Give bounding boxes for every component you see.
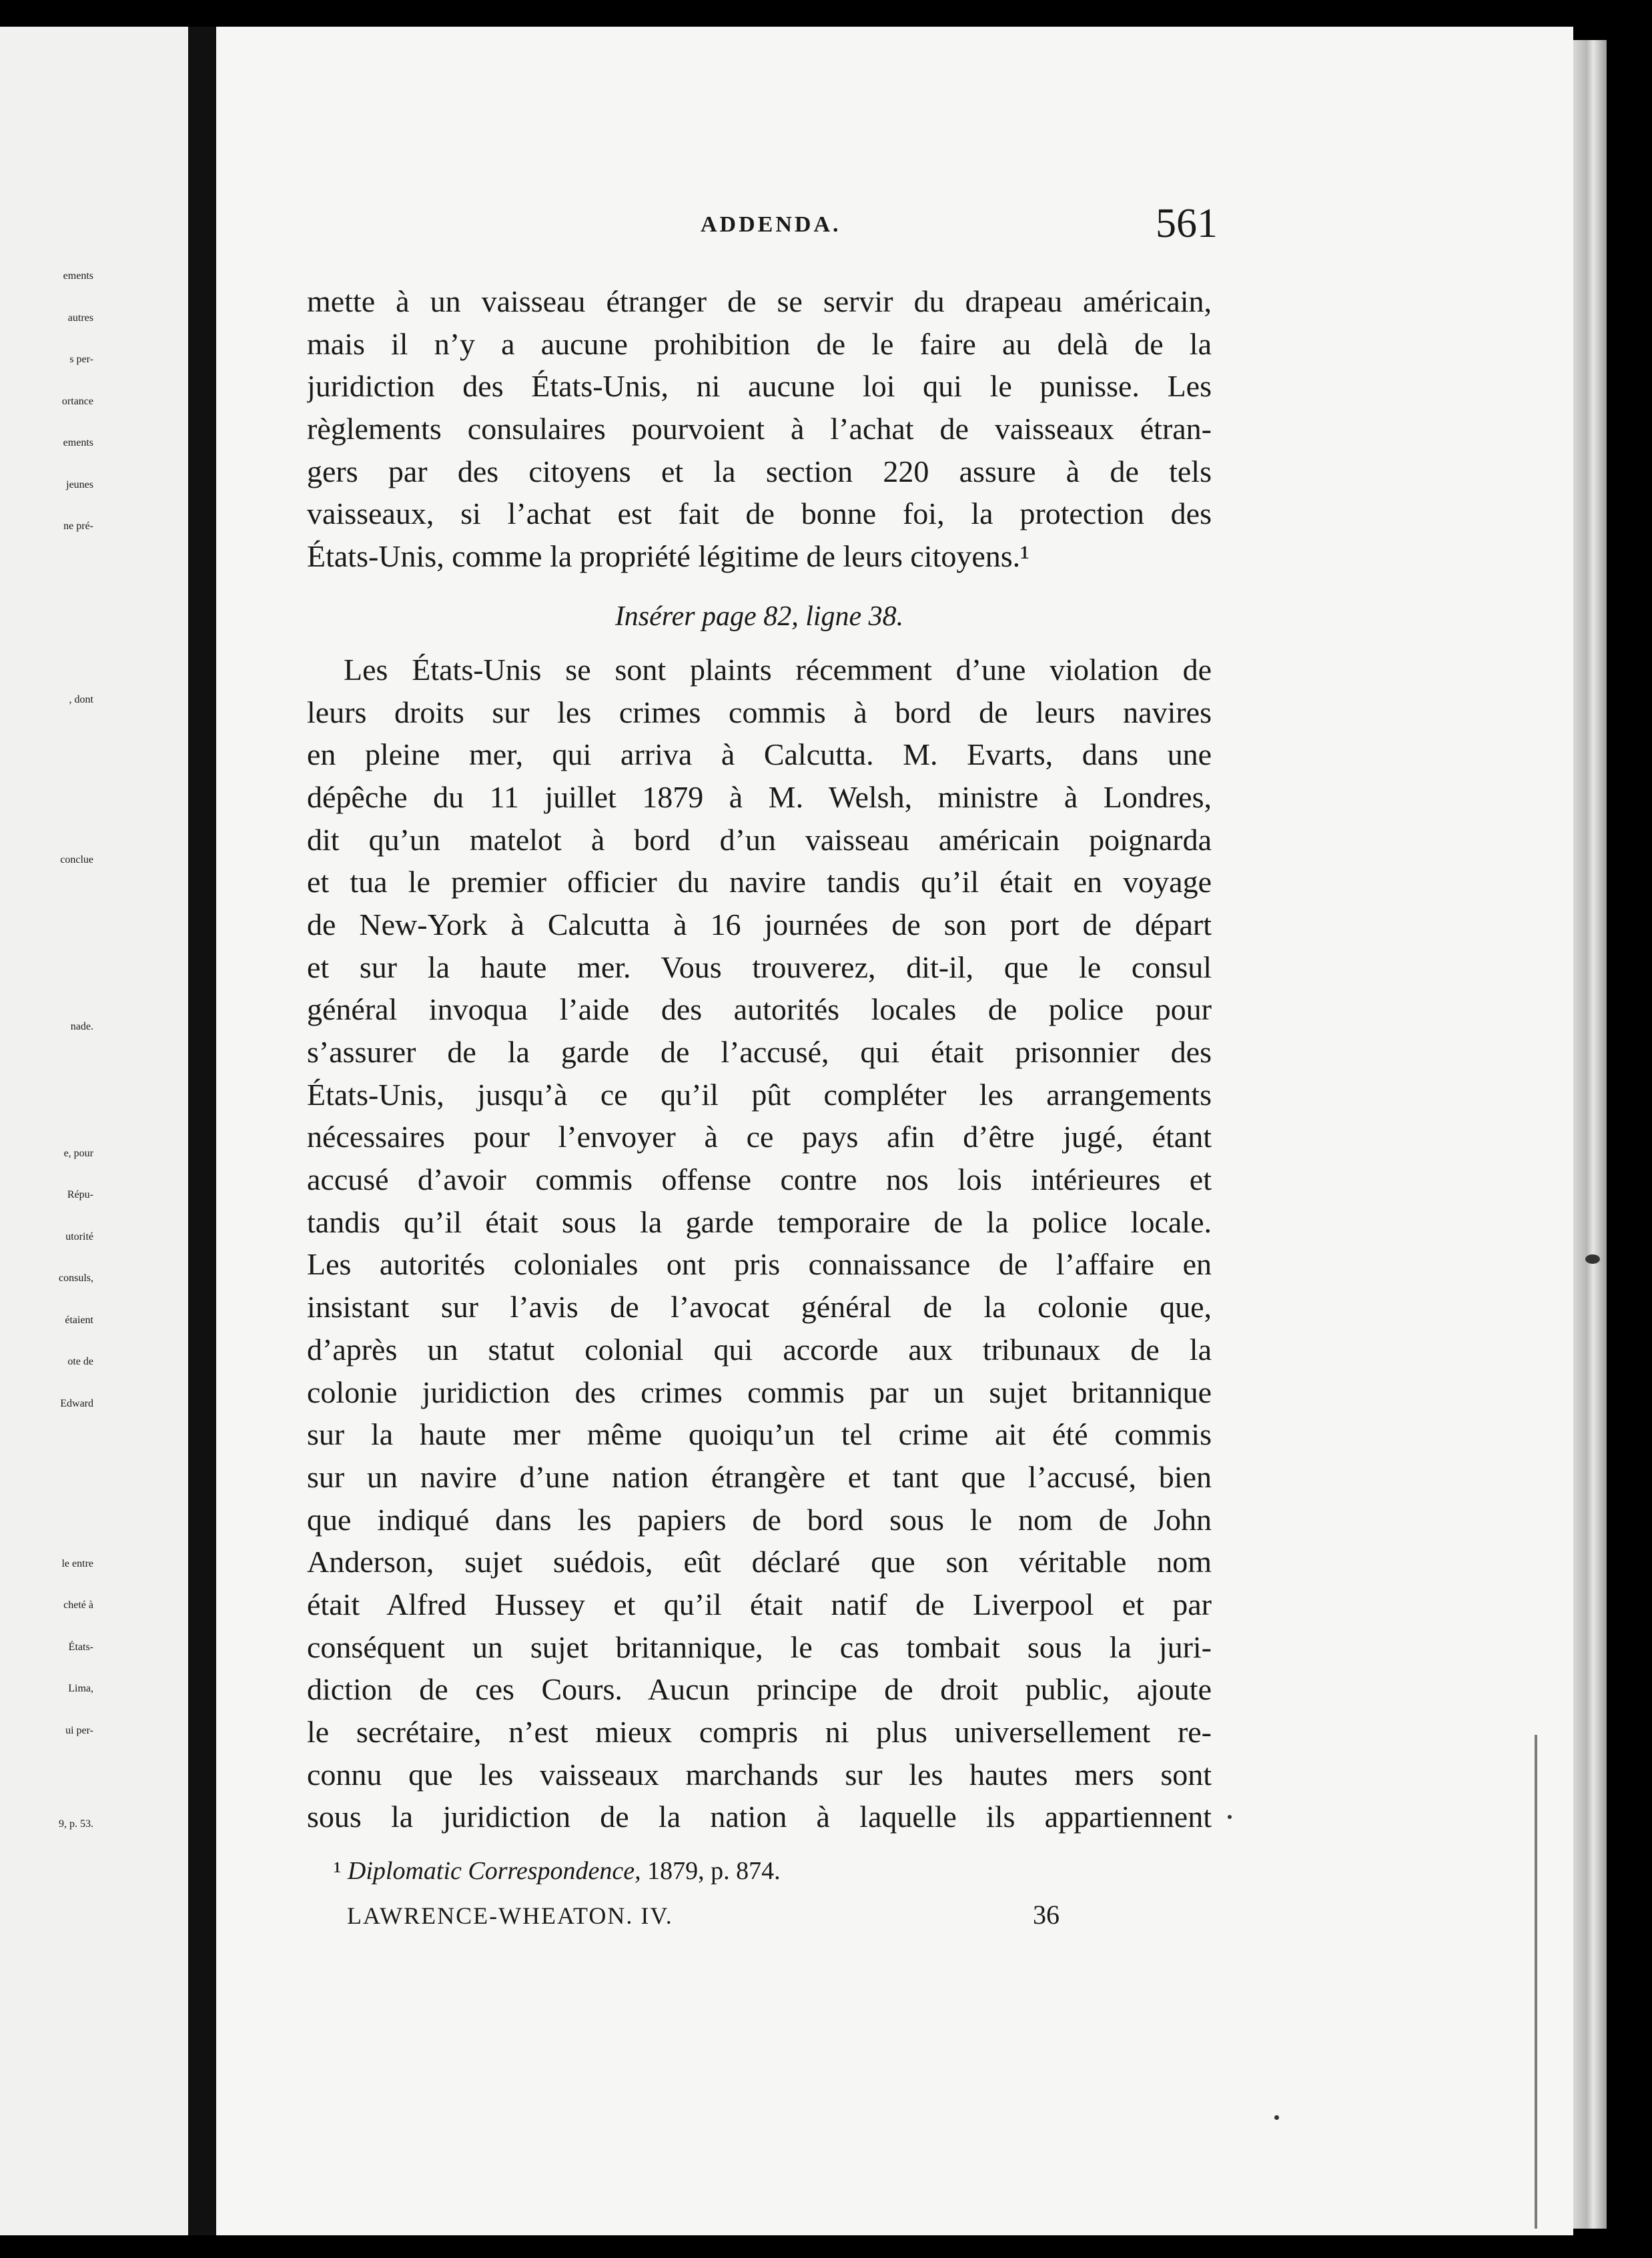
text-line: accusé d’avoir commis offense contre nos lois intérieures et	[307, 1162, 1212, 1197]
text-line: d’après un statut colonial qui accorde aux tribunaux de la	[307, 1332, 1212, 1367]
text-line: règlements consulaires pourvoient à l’achat de vaisseaux étran-	[307, 412, 1212, 446]
text-line: Les autorités coloniales ont pris connaissance de l’affaire en	[307, 1247, 1212, 1282]
text-line: nécessaires pour l’envoyer à ce pays afin d’être jugé, étant	[307, 1120, 1212, 1154]
text-line: conséquent un sujet britannique, le cas tombait sous la juri-	[307, 1629, 1212, 1664]
paragraph-1	[307, 280, 1212, 578]
footnote	[334, 1856, 781, 1886]
facing-page-fragment: ements	[63, 270, 93, 282]
book-gutter	[188, 27, 216, 2235]
text-line: Les États-Unis se sont plaints récemment d’une violation de	[344, 652, 1212, 687]
text-line: tandis qu’il était sous la garde temporaire de la police locale.	[307, 1204, 1212, 1239]
text-line: dépêche du 11 juillet 1879 à M. Welsh, ministre à Londres,	[307, 779, 1212, 814]
facing-page-text	[0, 27, 100, 2229]
text-line: de New-York à Calcutta à 16 journées de son port de départ	[307, 907, 1212, 942]
text-line: États-Unis, comme la propriété légitime de leurs citoyens.¹	[307, 539, 1029, 574]
text-line: vaisseaux, si l’achat est fait de bonne foi, la protection des	[307, 496, 1212, 531]
text-line: diction de ces Cours. Aucun principe de droit public, ajoute	[307, 1672, 1212, 1707]
facing-page-fragment: , dont	[69, 694, 93, 705]
text-line: Anderson, sujet suédois, eût déclaré que son véritable nom	[307, 1545, 1212, 1579]
facing-page-fragment: s per-	[69, 354, 93, 365]
facing-page-fragment: e, pour	[63, 1148, 93, 1159]
text-line: était Alfred Hussey et qu’il était natif de Liverpool et par	[307, 1587, 1212, 1621]
text-line: États-Unis, jusqu’à ce qu’il pût compléter les arrangements	[307, 1077, 1212, 1112]
text-line: général invoqua l’aide des autorités locales de police pour	[307, 992, 1212, 1027]
text-line: s’assurer de la garde de l’accusé, qui était prisonnier des	[307, 1035, 1212, 1069]
facing-page-fragment: autres	[67, 312, 93, 324]
text-line: sous la juridiction de la nation à laquelle ils appartiennent	[307, 1800, 1212, 1834]
facing-page-fragment: Répu-	[67, 1189, 93, 1200]
page-number: 561	[1156, 201, 1218, 246]
signature-mark: LAWRENCE-WHEATON. IV.	[347, 1902, 673, 1929]
page-edge-line	[1535, 1735, 1537, 2229]
scan-speck	[1228, 1815, 1232, 1819]
footnote-marker: ¹	[334, 1857, 342, 1885]
facing-page-fragment: Edward	[60, 1398, 93, 1409]
facing-page-fragment: Lima,	[68, 1683, 93, 1694]
text-line: mette à un vaisseau étranger de se servir du drapeau américain,	[307, 284, 1212, 318]
footnote-title: Diplomatic Correspondence,	[347, 1857, 641, 1885]
text-line: sur un navire d’une nation étrangère et tant que l’accusé, bien	[307, 1459, 1212, 1494]
scan-speck	[1585, 1254, 1600, 1264]
facing-page-fragment: le entre	[61, 1558, 93, 1569]
facing-page-fragment: consuls,	[59, 1272, 93, 1284]
text-line: insistant sur l’avis de l’avocat général de la colonie que,	[307, 1290, 1212, 1325]
facing-page-fragment: ote de	[67, 1356, 93, 1367]
facing-page-fragment: ements	[63, 437, 93, 448]
facing-page-fragment: étaient	[65, 1314, 93, 1326]
paragraph-2	[307, 649, 1212, 1838]
facing-page-fragment: ortance	[61, 396, 93, 407]
text-line: que indiqué dans les papiers de bord sous le nom de John	[307, 1502, 1212, 1537]
facing-page-fragment: cheté à	[63, 1599, 93, 1611]
text-line: et sur la haute mer. Vous trouverez, dit-il, que le consul	[307, 950, 1212, 984]
facing-page-fragment: utorité	[65, 1231, 93, 1242]
text-line: connu que les vaisseaux marchands sur les hautes mers sont	[307, 1757, 1212, 1792]
text-line: dit qu’un matelot à bord d’un vaisseau américain poignarda	[307, 822, 1212, 857]
text-line: mais il n’y a aucune prohibition de le faire au delà de la	[307, 326, 1212, 361]
facing-page-fragment: ui per-	[65, 1725, 93, 1736]
facing-page-fragment: 9, p. 53.	[59, 1818, 93, 1830]
facing-page-fragment: conclue	[60, 854, 93, 865]
signature-number: 36	[1033, 1900, 1060, 1930]
facing-page-fragment: États-	[68, 1641, 93, 1653]
footnote-ref: 1879, p. 874.	[647, 1857, 781, 1885]
scan-speck	[1274, 2115, 1279, 2120]
facing-page-fragment: nade.	[70, 1021, 93, 1032]
section-heading: Insérer page 82, ligne 38.	[614, 601, 904, 632]
text-line: juridiction des États-Unis, ni aucune loi qui le punisse. Les	[307, 369, 1212, 404]
text-line: et tua le premier officier du navire tandis qu’il était en voyage	[307, 865, 1212, 899]
text-line: sur la haute mer même quoiqu’un tel crime ait été commis	[307, 1417, 1212, 1452]
text-line: le secrétaire, n’est mieux compris ni plus universellement re-	[307, 1715, 1212, 1749]
text-line: leurs droits sur les crimes commis à bord de leurs navires	[307, 695, 1212, 729]
text-line: gers par des citoyens et la section 220 assure à de tels	[307, 454, 1212, 488]
body-text	[307, 280, 1212, 1838]
running-head: ADDENDA.	[701, 212, 841, 237]
facing-page-fragment: jeunes	[66, 479, 93, 490]
text-line: colonie juridiction des crimes commis par un sujet britannique	[307, 1375, 1212, 1409]
facing-page-fragment: ne pré-	[63, 520, 93, 532]
page-edge	[1573, 40, 1607, 2229]
text-line: en pleine mer, qui arriva à Calcutta. M. Evarts, dans une	[307, 737, 1212, 772]
